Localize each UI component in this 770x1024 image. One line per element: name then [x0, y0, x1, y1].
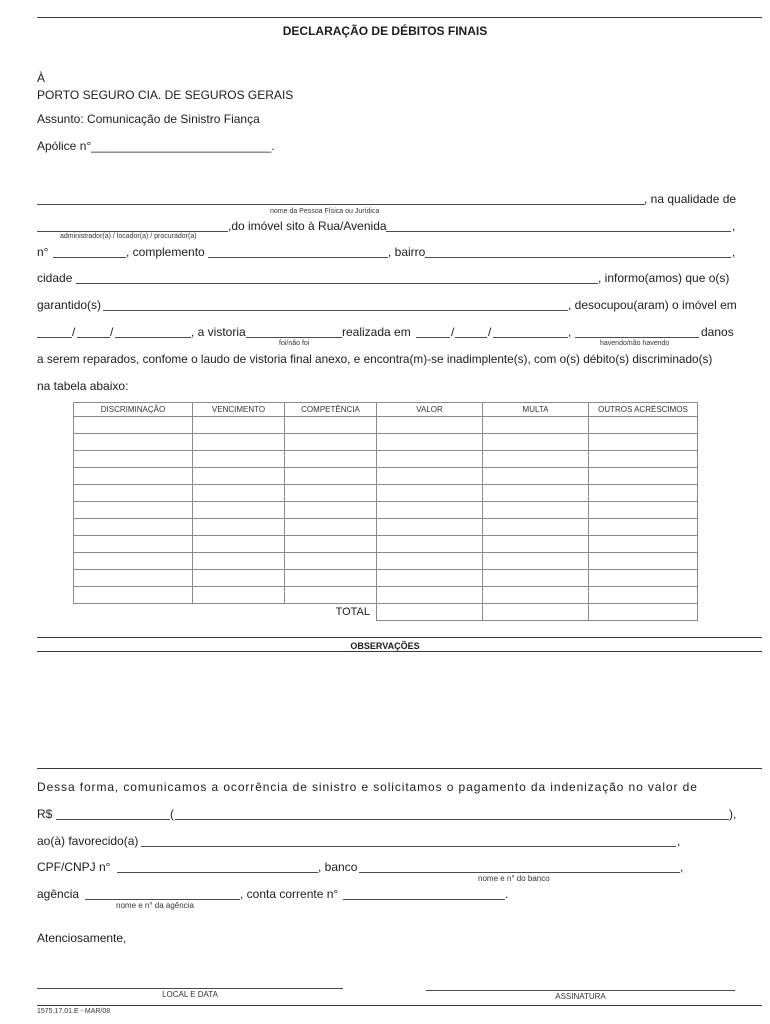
- number-field[interactable]: [53, 257, 126, 258]
- total-value-cell[interactable]: [377, 604, 483, 621]
- signature-field[interactable]: [426, 990, 735, 991]
- observations-rule-top: [37, 637, 762, 638]
- role-field[interactable]: [37, 231, 228, 232]
- account-label: , conta corrente n°: [240, 887, 339, 901]
- vacated-day-field[interactable]: [37, 337, 72, 338]
- damages-label: danos: [701, 325, 734, 339]
- city-field[interactable]: [76, 283, 598, 284]
- total-row: [74, 604, 698, 621]
- beneficiary-field[interactable]: [141, 846, 676, 847]
- agency-label: agência: [37, 887, 80, 901]
- table-row: [74, 485, 698, 502]
- damages-hint: havendo/não havendo: [600, 340, 670, 347]
- place-date-label: LOCAL E DATA: [162, 990, 218, 999]
- district-field[interactable]: [425, 257, 731, 258]
- table-row: [74, 434, 698, 451]
- column-header: DISCRIMINAÇÃO: [74, 403, 193, 417]
- column-header: VENCIMENTO: [193, 403, 285, 417]
- beneficiary-label: ao(à) favorecido(a): [37, 834, 139, 848]
- property-label: ,do imóvel sito à Rua/Avenida: [228, 219, 387, 233]
- total-other-cell[interactable]: [589, 604, 698, 621]
- city-label: cidade: [37, 271, 73, 285]
- role-hint: administrador(a) / locador(a) / procurador(a): [60, 233, 197, 240]
- inspection-hint: foi/não foi: [279, 340, 310, 347]
- table-row: [74, 519, 698, 536]
- observations-label: OBSERVAÇÕES: [350, 641, 420, 651]
- period: .: [505, 887, 509, 901]
- repair-text: a serem reparados, confome o laudo de vistoria final anexo, e encontra(m)-se inadimplente(s), com o(s) débito(s) discriminado(s): [37, 352, 713, 366]
- person-name-hint: nome da Pessoa Física ou Jurídica: [270, 208, 380, 215]
- inspection-day-field[interactable]: [416, 337, 450, 338]
- bank-field[interactable]: [359, 872, 680, 873]
- regards: Atenciosamente,: [37, 931, 127, 945]
- table-row: [74, 502, 698, 519]
- observations-rule-bottom: [37, 651, 762, 652]
- inspection-year-field[interactable]: [493, 337, 568, 338]
- date-slash: /: [72, 325, 76, 339]
- comma: ,: [680, 860, 684, 874]
- date-slash: /: [110, 325, 114, 339]
- bank-hint: nome e n° do banco: [478, 874, 550, 883]
- agency-field[interactable]: [85, 899, 240, 900]
- form-code: 1575.17.01.E - MAR/08: [37, 1008, 111, 1015]
- total-fine-cell[interactable]: [483, 604, 589, 621]
- amount-field[interactable]: [56, 819, 170, 820]
- cpf-label: CPF/CNPJ n°: [37, 860, 111, 874]
- agency-hint: nome e n° da agência: [116, 901, 194, 910]
- inform-label: , informo(amos) que o(s): [598, 271, 730, 285]
- subject-line: Assunto: Comunicação de Sinistro Fiança: [37, 112, 260, 126]
- column-header: OUTROS ACRÉSCIMOS: [589, 403, 698, 417]
- comma: ,: [568, 325, 572, 339]
- currency-label: R$: [37, 807, 53, 821]
- table-row: [74, 553, 698, 570]
- held-label: realizada em: [342, 325, 411, 339]
- inspection-month-field[interactable]: [455, 337, 487, 338]
- place-date-field[interactable]: [37, 988, 343, 989]
- company-name: PORTO SEGURO CIA. DE SEGUROS GERAIS: [37, 88, 294, 102]
- amount-in-words-field[interactable]: [175, 819, 729, 820]
- policy-field[interactable]: Apólice n°___________________________.: [37, 139, 275, 153]
- complement-field[interactable]: [208, 257, 388, 258]
- page-title: DECLARAÇÃO DE DÉBITOS FINAIS: [282, 24, 488, 38]
- request-text: Dessa forma, comunicamos a ocorrência de sinistro e solicitamos o pagamento da indenização no valor de: [37, 780, 698, 794]
- paren-close: ),: [729, 807, 737, 821]
- column-header: COMPETÊNCIA: [285, 403, 377, 417]
- table-row: [74, 587, 698, 604]
- signature-label: ASSINATURA: [555, 992, 606, 1001]
- number-label: n°: [37, 245, 49, 259]
- complement-label: , complemento: [126, 245, 205, 259]
- vacated-label: , desocupou(aram) o imóvel em: [568, 298, 737, 312]
- damages-status-field[interactable]: [575, 337, 699, 338]
- vacated-month-field[interactable]: [77, 337, 110, 338]
- inspection-label: , a vistoria: [191, 325, 246, 339]
- bottom-rule: [37, 1005, 762, 1006]
- debts-table: [73, 402, 698, 621]
- account-field[interactable]: [343, 899, 505, 900]
- guarantor-label: garantido(s): [37, 298, 102, 312]
- column-header: VALOR: [377, 403, 483, 417]
- table-row: [74, 570, 698, 587]
- inspection-status-field[interactable]: [246, 337, 342, 338]
- quality-label: , na qualidade de: [644, 192, 737, 206]
- comma: ,: [732, 219, 736, 233]
- total-label: TOTAL: [74, 604, 377, 621]
- district-label: , bairro: [388, 245, 426, 259]
- table-row: [74, 536, 698, 553]
- paren-open: (: [170, 807, 174, 821]
- table-row: [74, 417, 698, 434]
- date-slash: /: [451, 325, 455, 339]
- person-name-field[interactable]: [37, 204, 645, 205]
- vacated-year-field[interactable]: [115, 337, 191, 338]
- column-header: MULTA: [483, 403, 589, 417]
- observations-area[interactable]: [37, 653, 762, 767]
- cpf-field[interactable]: [117, 872, 318, 873]
- guarantor-field[interactable]: [103, 310, 568, 311]
- table-intro: na tabela abaixo:: [37, 379, 129, 393]
- street-field[interactable]: [386, 231, 731, 232]
- table-row: [74, 451, 698, 468]
- top-rule: [37, 17, 762, 18]
- comma: ,: [677, 834, 681, 848]
- table-row: [74, 468, 698, 485]
- observations-end-rule: [37, 768, 762, 769]
- addressee-prefix: À: [37, 71, 46, 85]
- date-slash: /: [488, 325, 492, 339]
- comma: ,: [732, 245, 736, 259]
- bank-label: , banco: [318, 860, 358, 874]
